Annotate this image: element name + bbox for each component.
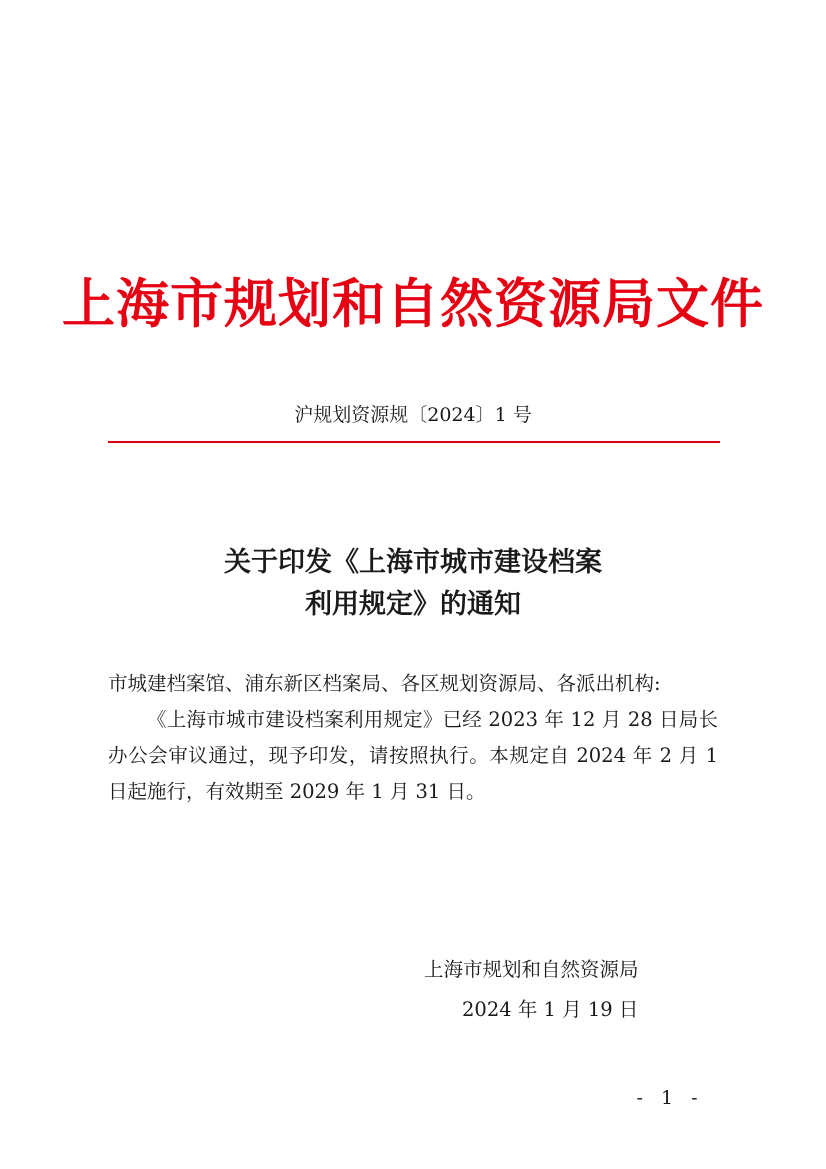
addressee: 市城建档案馆、浦东新区档案局、各区规划资源局、各派出机构: xyxy=(108,672,661,695)
document-number: 沪规划资源规〔2024〕1 号 xyxy=(294,404,532,426)
notice-title xyxy=(0,542,826,626)
page-number: - 1 - xyxy=(636,1087,704,1109)
masthead-title: 上海市规划和自然资源局文件 xyxy=(62,273,764,335)
notice-body xyxy=(108,666,718,810)
issuer-name: 上海市规划和自然资源局 xyxy=(424,958,639,981)
notice-title-line-1: 关于印发《上海市城市建设档案 xyxy=(224,547,602,578)
notice-title-line-2: 利用规定》的通知 xyxy=(305,589,521,620)
red-separator-line xyxy=(108,441,720,443)
issue-date: 2024 年 1 月 19 日 xyxy=(462,998,639,1021)
signature-block xyxy=(424,950,704,1030)
body-paragraph: 《上海市城市建设档案利用规定》已经 2023 年 12 月 28 日局长办公会审议通过，现予印发，请按照执行。本规定自 2024 年 2 月 1 日起施行，有效期至 2029 年 1 月 31 日。 xyxy=(108,708,718,803)
